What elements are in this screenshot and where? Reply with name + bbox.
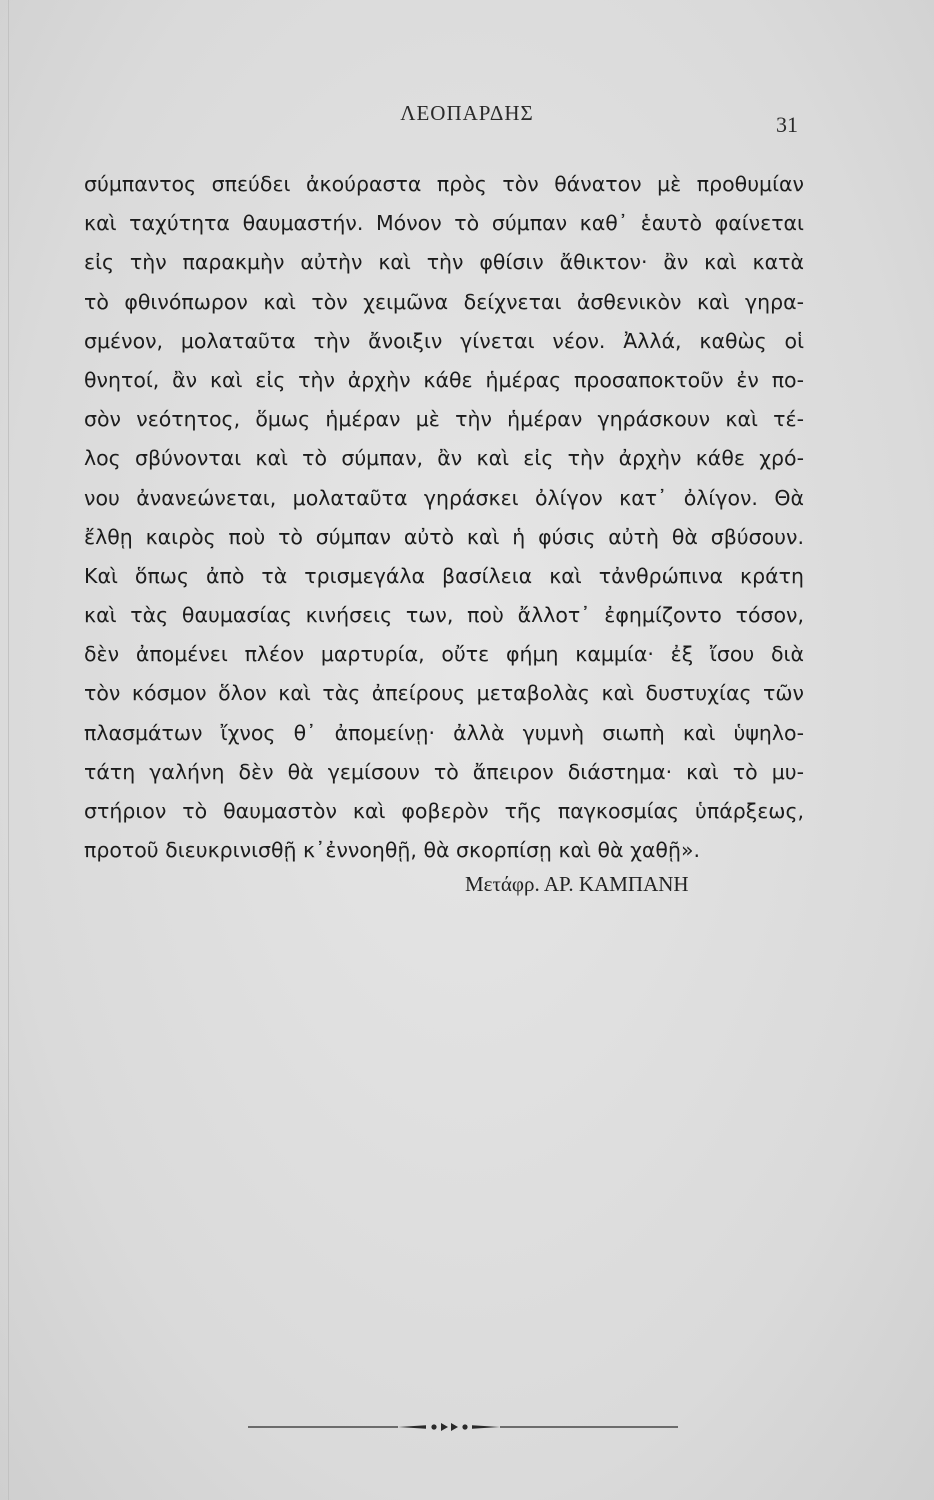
text-line: ἔλθῃ καιρὸς ποὺ τὸ σύμπαν αὐτὸ καὶ ἡ φύσις αὐτὴ θὰ σβύσουν.	[84, 524, 804, 549]
text-line: νου ἀνανεώνεται, μολαταῦτα γηράσκει ὀλίγον κατ᾽ ὀλίγον. Θὰ	[84, 485, 804, 510]
text-line: καὶ ταχύτητα θαυμαστήν. Μόνον τὸ σύμπαν καθ᾽ ἑαυτὸ φαίνεται	[84, 211, 804, 236]
text-line: τάτη γαλήνη δὲν θὰ γεμίσουν τὸ ἄπειρον διάστημα· καὶ τὸ μυ-	[84, 759, 804, 784]
text-line: προτοῦ διευκρινισθῇ κ᾽ἐννοηθῇ, θὰ σκορπίσῃ καὶ θὰ χαθῇ».	[84, 838, 701, 863]
text-line: θνητοί, ἂν καὶ εἰς τὴν ἀρχὴν κάθε ἡμέρας προσαποκτοῦν ἐν πο-	[84, 367, 804, 392]
gutter-line	[8, 0, 9, 1500]
text-line: δὲν ἀπομένει πλέον μαρτυρία, οὔτε φήμη καμμία· ἐξ ἴσου διὰ	[84, 642, 804, 667]
text-line: πλασμάτων ἴχνος θ᾽ ἀπομείνῃ· ἀλλὰ γυμνὴ σιωπὴ καὶ ὑψηλο-	[84, 720, 804, 745]
text-line: τὸν κόσμον ὅλον καὶ τὰς ἀπείρους μεταβολὰς καὶ δυστυχίας τῶν	[84, 681, 804, 706]
text-line: τὸ φθινόπωρον καὶ τὸν χειμῶνα δείχνεται ἀσθενικὸν καὶ γηρα-	[84, 289, 804, 314]
text-line: εἰς τὴν παρακμὴν αὐτὴν καὶ τὴν φθίσιν ἄθικτον· ἂν καὶ κατὰ	[84, 250, 804, 275]
running-title: ΛΕΟΠΑΡΔΗΣ	[400, 101, 534, 125]
page-number: 31	[776, 112, 798, 137]
text-line: στήριον τὸ θαυμαστὸν καὶ φοβερὸν τῆς παγκοσμίας ὑπάρξεως,	[84, 799, 804, 823]
decorative-rule-icon	[248, 1420, 678, 1434]
body-text	[84, 165, 804, 870]
text-line: σύμπαντος σπεύδει ἀκούραστα πρὸς τὸν θάνατον μὲ προθυμίαν	[84, 172, 804, 196]
translator-credit: Μετάφρ. ΑΡ. ΚΑΜΠΑΝΗ	[465, 872, 689, 896]
text-line: Καὶ ὅπως ἀπὸ τὰ τρισμεγάλα βασίλεια καὶ τἀνθρώπινα κράτη	[84, 563, 804, 588]
text-line: λος σβύνονται καὶ τὸ σύμπαν, ἂν καὶ εἰς τὴν ἀρχὴν κάθε χρό-	[84, 446, 804, 471]
text-line: καὶ τὰς θαυμασίας κινήσεις των, ποὺ ἄλλοτ᾽ ἐφημίζοντο τόσον,	[84, 603, 804, 628]
text-line: σὸν νεότητος, ὅμως ἡμέραν μὲ τὴν ἡμέραν γηράσκουν καὶ τέ-	[84, 407, 804, 432]
text-line: σμένον, μολαταῦτα τὴν ἄνοιξιν γίνεται νέον. Ἀλλά, καθὼς οἱ	[84, 328, 804, 353]
